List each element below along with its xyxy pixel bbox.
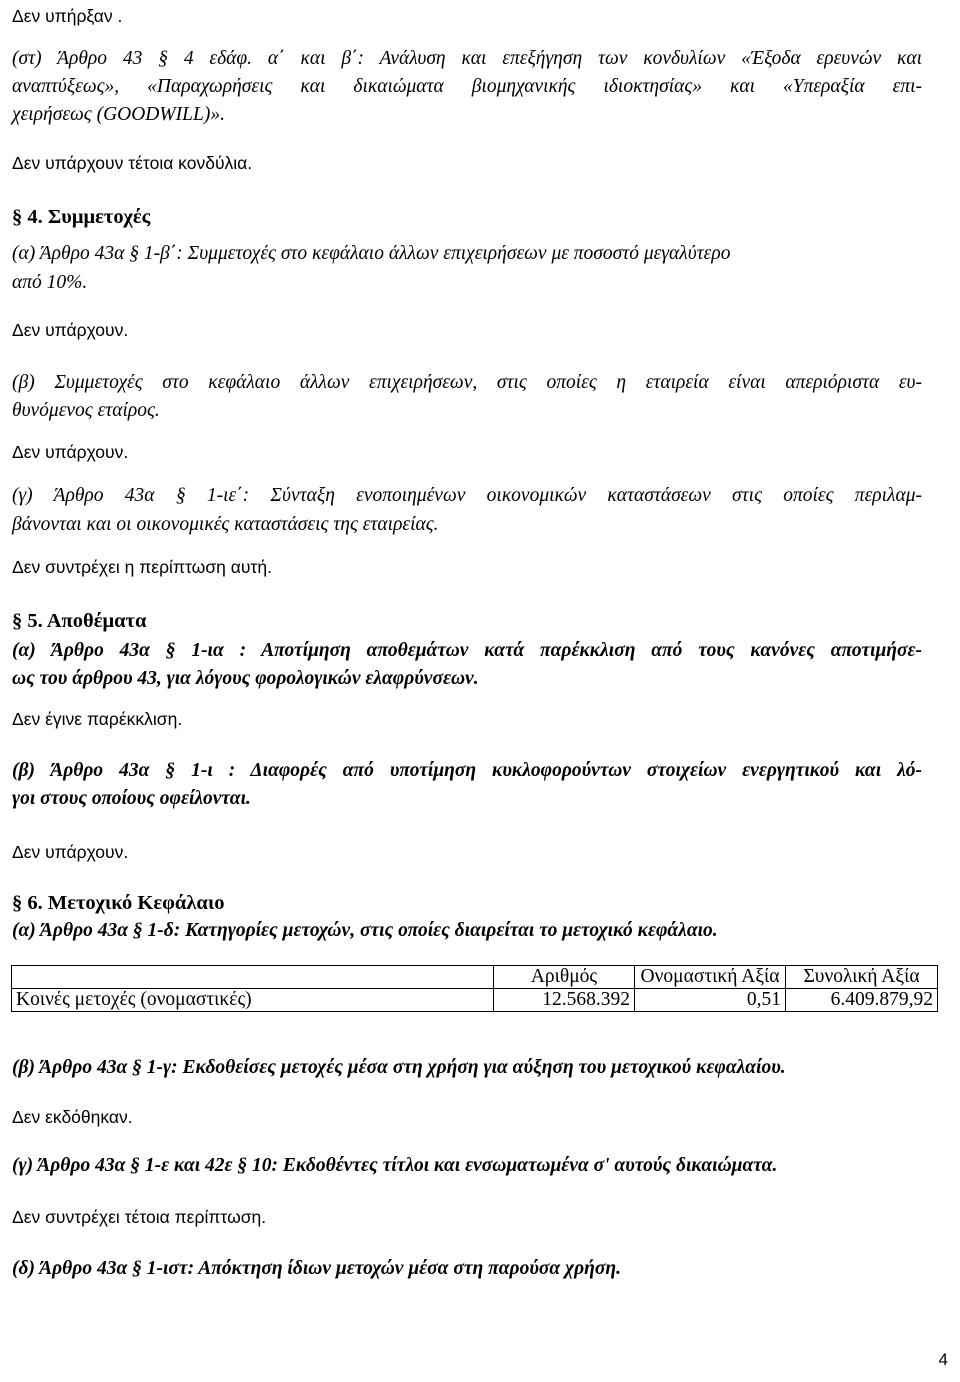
answer-text: Δεν υπάρχουν. (12, 842, 129, 862)
subheading-a-cont: από 10%. (12, 272, 88, 293)
subheading-b: (β) Συμμετοχές στο κεφάλαιο άλλων επιχειρήσεων, στις οποίες η εταιρεία είναι απεριόριστα ευ- (12, 372, 922, 393)
subheading-a: (α) Άρθρο 43α § 1-β΄: Συμμετοχές στο κεφάλαιο άλλων επιχειρήσεων με ποσοστό μεγαλύτερο (12, 243, 731, 264)
subheading-d: (δ) Άρθρο 43α § 1-ιστ: Απόκτηση ίδιων μετοχών μέσα στη παρούσα χρήση. (12, 1258, 621, 1279)
table-header-cell (12, 966, 494, 989)
table-header-cell: Ονομαστική Αξία (635, 966, 786, 989)
answer-text: Δεν έγινε παρέκκλιση. (12, 709, 183, 729)
section-title: § 4. Συμμετοχές (12, 206, 151, 228)
text-line: Δεν υπήρξαν . (12, 6, 123, 26)
answer-text: Δεν συντρέχει τέτοια περίπτωση. (12, 1207, 267, 1227)
subheading-b: (β) Άρθρο 43α § 1-γ: Εκδοθείσες μετοχές μέσα στη χρήση για αύξηση του μετοχικού κεφαλαίου. (12, 1057, 786, 1078)
section-title: § 5. Αποθέματα (12, 610, 147, 632)
answer-text: Δεν υπάρχουν. (12, 320, 129, 340)
subheading-c: (γ) Άρθρο 43α § 1-ε και 42ε § 10: Εκδοθέντες τίτλοι και ενσωματωμένα σ' αυτούς δικαιώματα. (12, 1155, 778, 1176)
heading-st: (στ) Άρθρο 43 § 4 εδάφ. α΄ και β΄: Ανάλυση και επεξήγηση των κονδυλίων «Έξοδα ερευνών και (12, 48, 922, 69)
subheading-a: (α) Άρθρο 43α § 1-ια : Αποτίμηση αποθεμάτων κατά παρέκκλιση από τους κανόνες αποτιμήσε- (12, 640, 922, 661)
table-cell: 6.409.879,92 (786, 989, 938, 1012)
table-cell: 0,51 (635, 989, 786, 1012)
heading-st-cont: χειρήσεως (GOODWILL)». (12, 104, 225, 125)
heading-st-cont: αναπτύξεως», «Παραχωρήσεις και δικαιώματα βιομηχανικής ιδιοκτησίας» και «Υπεραξία επι- (12, 76, 922, 97)
table-header-row (12, 966, 938, 989)
page-number: 4 (938, 1350, 948, 1369)
subheading-b: (β) Άρθρο 43α § 1-ι : Διαφορές από υποτίμηση κυκλοφορούντων στοιχείων ενεργητικού και λό- (12, 760, 922, 781)
answer-text: Δεν υπάρχουν. (12, 442, 129, 462)
table-row (12, 989, 938, 1012)
subheading-a-cont: ως του άρθρου 43, για λόγους φορολογικών ελαφρύνσεων. (12, 668, 479, 689)
answer-text: Δεν συντρέχει η περίπτωση αυτή. (12, 557, 272, 577)
subheading-b-cont: γοι στους οποίους οφείλονται. (12, 788, 251, 809)
answer-text: Δεν εκδόθηκαν. (12, 1107, 133, 1127)
table-cell: Κοινές μετοχές (ονομαστικές) (12, 989, 494, 1012)
shares-table (11, 965, 938, 1012)
answer-text: Δεν υπάρχουν τέτοια κονδύλια. (12, 153, 253, 173)
subheading-c: (γ) Άρθρο 43α § 1-ιε΄: Σύνταξη ενοποιημένων οικονομικών καταστάσεων στις οποίες περιλαμ- (12, 485, 922, 506)
subheading-a: (α) Άρθρο 43α § 1-δ: Κατηγορίες μετοχών, στις οποίες διαιρείται το μετοχικό κεφάλαιο. (12, 920, 718, 941)
table-header-cell: Αριθμός (494, 966, 635, 989)
table-header-cell: Συνολική Αξία (786, 966, 938, 989)
subheading-b-cont: θυνόμενος εταίρος. (12, 400, 160, 421)
section-title: § 6. Μετοχικό Κεφάλαιο (12, 892, 225, 914)
subheading-c-cont: βάνονται και οι οικονομικές καταστάσεις της εταιρείας. (12, 514, 439, 535)
table-cell: 12.568.392 (494, 989, 635, 1012)
